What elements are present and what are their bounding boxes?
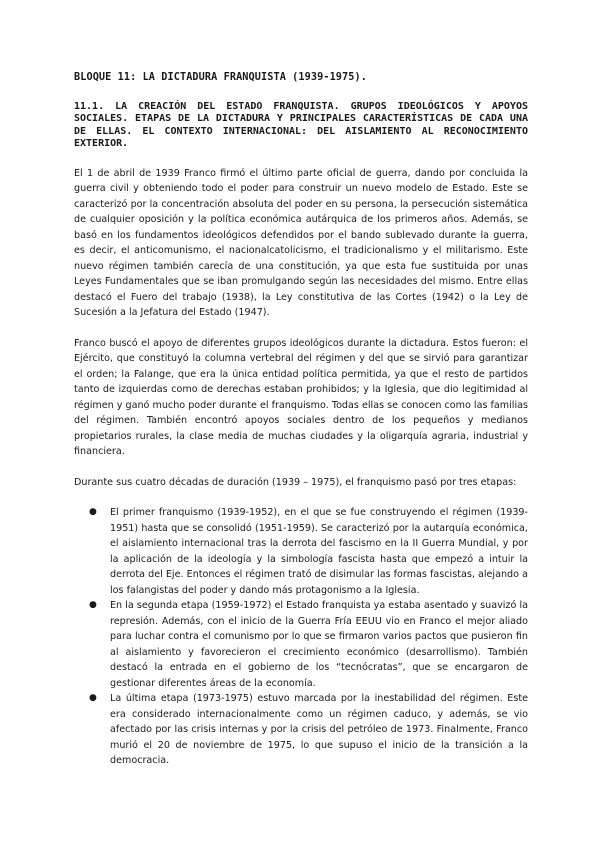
- bullet-icon: ●: [89, 507, 97, 518]
- list-item: [74, 691, 528, 769]
- list-item: [74, 598, 528, 691]
- section-title: 11.1. LA CREACIÓN DEL ESTADO FRANQUISTA. GRUPOS IDEOLÓGICOS Y APOYOS SOCIALES. ETAPAS DE LA DICTADURA Y PRINCIPALES CARACTERÍSTICAS DE CADA UNA DE ELLAS. EL CONTEXTO INTERNACIONAL: DEL AISLAMIENTO AL RECONOCIMIENTO EXTERIOR.: [74, 101, 528, 150]
- bullet-icon: ●: [89, 600, 97, 611]
- bullet-icon: ●: [89, 693, 97, 704]
- paragraph-intro: El 1 de abril de 1939 Franco firmó el último parte oficial de guerra, dando por concluida la guerra civil y obteniendo todo el poder para construir un nuevo modelo de Estado. Este se caracterizó por la concentración absoluta del poder en su persona, la persecución sistemática de cualquier oposición y la política económica autárquica de los primeros años. Además, se basó en los fundamentos ideológicos defendidos por el bando sublevado durante la guerra, es decir, el anticomunismo, el nacionalcatolicismo, el tradicionalismo y el militarismo. Este nuevo régimen también carecía de una constitución, ya que esta fue sustituida por unas Leyes Fundamentales que se iban promulgando según las necesidades del mismo. Entre ellas destacó el Fuero del trabajo (1938), la Ley constitutiva de las Cortes (1942) o la Ley de Sucesión a la Jefatura del Estado (1947).: [74, 167, 528, 319]
- stages-list: [74, 505, 528, 769]
- stage-text: En la segunda etapa (1959-1972) el Estado franquista ya estaba asentado y suavizó la represión. Además, con el inicio de la Guerra Fría EEUU vio en Franco el mejor aliado para luchar contra el comunismo por lo que se firmaron varios pactos que pusieron fin al aislamiento y favorecieron el crecimiento económico (desarrollismo). También destacó la entrada en el gobierno de los “tecnócratas”, que se encargaron de gestionar diferentes áreas de la economía.: [110, 600, 528, 689]
- stage-text: La última etapa (1973-1975) estuvo marcada por la inestabilidad del régimen. Este era considerado internacionalmente como un régimen caduco, y además, se vio afectado por las crisis internas y por la crisis del petróleo de 1973. Finalmente, Franco murió el 20 de noviembre de 1975, lo que supuso el inicio de la transición a la democracia.: [110, 693, 528, 767]
- list-item: [74, 505, 528, 598]
- document-page: [74, 71, 528, 769]
- block-title: BLOQUE 11: LA DICTADURA FRANQUISTA (1939-1975).: [74, 72, 367, 83]
- paragraph-ideological-groups: Franco buscó el apoyo de diferentes grupos ideológicos durante la dictadura. Estos fueron: el Ejército, que constituyó la columna vertebral del régimen y del que se sirvió para garantizar el orden; la Falange, que era la única entidad política permitida, ya que el resto de partidos tanto de izquierdas como de derechas estaban prohibidos; y la Iglesia, que dio legitimidad al régimen y ganó mucho poder durante el franquismo. Todas ellas se conocen como las familias del régimen. También encontró apoyos sociales dentro de los pequeños y medianos propietarios rurales, la clase media de muchas ciudades y la oligarquía agraria, industrial y financiera.: [74, 337, 528, 458]
- stage-text: El primer franquismo (1939-1952), en el que se fue construyendo el régimen (1939-1951) hasta que se consolidó (1951-1959). Se caracterizó por la autarquía económica, el aislamiento internacional tras la derrota del fascismo en la II Guerra Mundial, y por la aplicación de la ideología y la simbología fascista hasta que empezó a intuir la derrota del Eje. Entonces el régimen trató de disimular las formas fascistas, alejando a los falangistas del poder y dando más protagonismo a la Iglesia.: [110, 507, 528, 596]
- paragraph-stages-intro: Durante sus cuatro décadas de duración (1939 – 1975), el franquismo pasó por tres etapas:: [74, 476, 517, 488]
